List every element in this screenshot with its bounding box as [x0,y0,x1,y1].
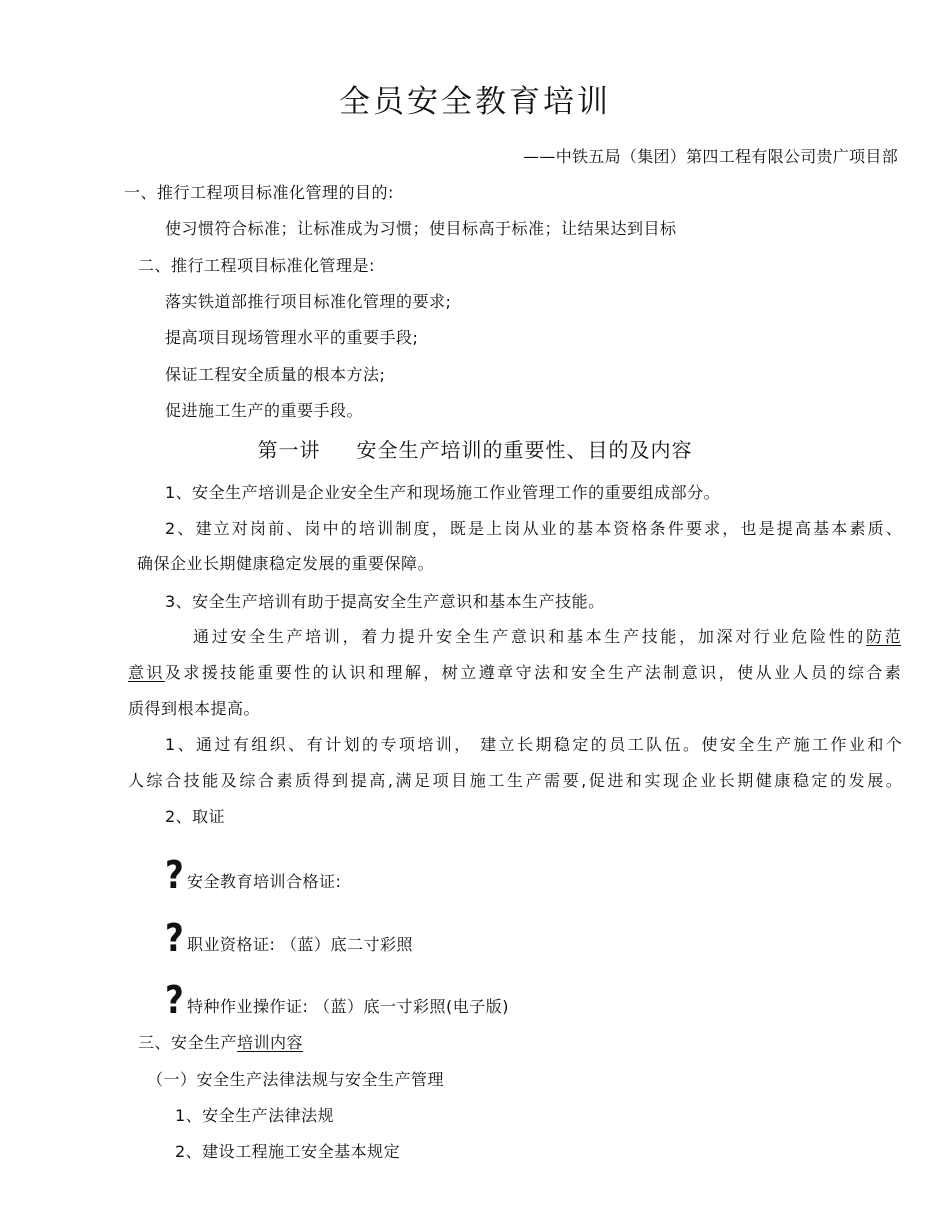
section3-item: 2、建设工程施工安全基本规定 [175,1142,401,1161]
purpose-line-1 [193,626,901,648]
certificate-item [165,978,509,1022]
section2-item: 落实铁道部推行项目标准化管理的要求; [165,292,452,311]
section2-item: 促进施工生产的重要手段。 [165,401,364,420]
question-mark-bullet-icon: ? [165,916,184,960]
section3-heading-prefix: 三、安全生产 [138,1033,238,1052]
section2-item: 提高项目现场管理水平的重要手段; [165,328,419,347]
certificate-item [165,853,342,897]
lecture-heading [0,436,950,464]
document-title: 全员安全教育培训 [339,84,611,120]
section2-heading: 二、推行工程项目标准化管理是: [138,256,375,275]
point-1: 1、安全生产培训是企业安全生产和现场施工作业管理工作的重要组成部分。 [165,483,721,502]
underlined-term: 意识 [128,663,165,682]
purpose-item-1-line-1: 1、通过有组织、有计划的专项培训， 建立长期稳定的员工队伍。使安全生产施工作业和个 [165,735,902,754]
section2-item: 保证工程安全质量的根本方法; [165,365,386,384]
document-subtitle: ——中铁五局（集团）第四工程有限公司贵广项目部 [523,147,898,166]
section1-heading: 一、推行工程项目标准化管理的目的: [124,183,394,202]
lecture-title: 安全生产培训的重要性、目的及内容 [356,438,693,462]
section3-heading [138,1032,303,1054]
purpose-line-3: 质得到根本提高。 [128,699,261,718]
point-2-line-1: 2、建立对岗前、岗中的培训制度，既是上岗从业的基本资格条件要求，也是提高基本素质、 [165,519,902,538]
question-mark-bullet-icon: ? [165,853,184,897]
purpose-line-2-text: 及求援技能重要性的认识和理解，树立遵章守法和安全生产法制意识，使从业人员的综合素 [164,663,901,682]
section3-subheading: （一）安全生产法律法规与安全生产管理 [147,1070,445,1089]
purpose-item-1-line-2: 人综合技能及综合素质得到提高,满足项目施工生产需要,促进和实现企业长期健康稳定的发展。 [128,771,902,790]
underlined-term: 防范 [866,627,902,646]
certificate-label: 安全教育培训合格证: [187,872,342,891]
section3-heading-underlined: 培训内容 [237,1033,304,1052]
point-2-line-2: 确保企业长期健康稳定发展的重要保障。 [137,554,435,573]
certificate-item [165,916,413,960]
certificate-label: 职业资格证: （蓝）底二寸彩照 [187,935,413,954]
point-3: 3、安全生产培训有助于提高安全生产意识和基本生产技能。 [165,592,605,611]
certificate-label: 特种作业操作证: （蓝）底一寸彩照(电子版) [187,997,509,1016]
purpose-line-2 [128,662,901,684]
section1-body: 使习惯符合标准；让标准成为习惯；使目标高于标准；让结果达到目标 [165,219,677,238]
purpose-line-1-text: 通过安全生产培训，着力提升安全生产意识和基本生产技能，加深对行业危险性的 [193,627,867,646]
question-mark-bullet-icon: ? [165,978,184,1022]
purpose-item-2: 2、取证 [165,807,226,826]
lecture-label: 第一讲 [257,438,321,462]
section3-item: 1、安全生产法律法规 [175,1106,335,1125]
